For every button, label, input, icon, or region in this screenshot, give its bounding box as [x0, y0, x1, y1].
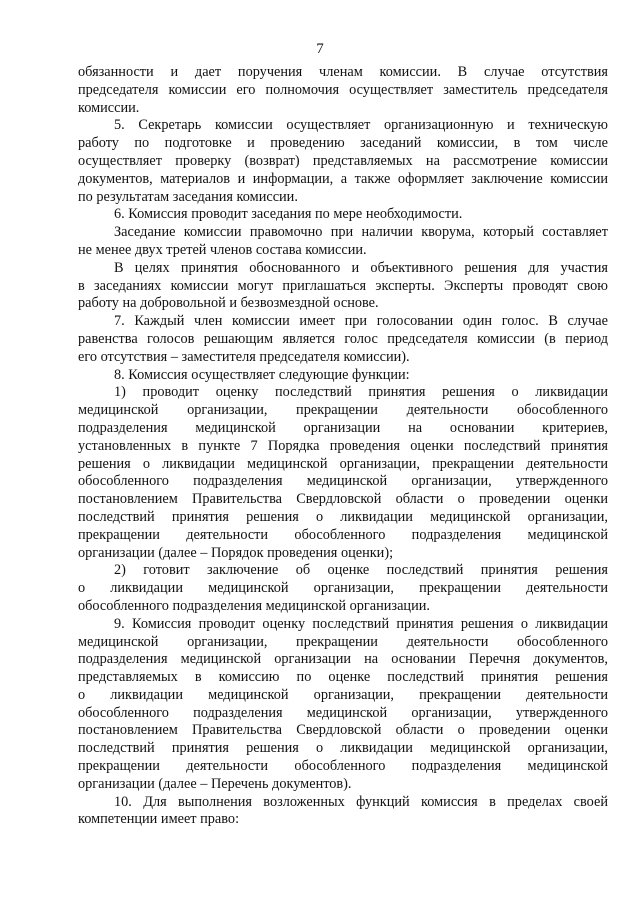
paragraph-10-line: 10. Для выполнения возложенных функций комиссия в пределах своей — [114, 793, 608, 810]
text-line: обязанности и дает поручения членам комиссии. В случае отсутствия — [78, 64, 608, 80]
text-line: установленных в пункте 7 Порядка проведения оценки последствий принятия — [78, 437, 608, 454]
list-item-1-line: 1) проводит оценку последствий принятия решения о ликвидации — [114, 384, 608, 401]
document-body — [78, 64, 608, 829]
list-item-2-line: 2) готовит заключение об оценке последствий принятия решения — [114, 562, 608, 579]
text-line: подразделения медицинской организации на основании критериев, — [78, 419, 608, 436]
paragraph-5-line: 5. Секретарь комиссии осуществляет организационную и техническую — [114, 117, 608, 134]
text-line: работу по подготовке и проведению заседаний комиссии, в том числе — [78, 135, 608, 152]
text-line: обособленного подразделения медицинской организации. — [78, 597, 430, 614]
text-line: последствий принятия решения о ликвидации медицинской организации, — [78, 740, 608, 757]
text-line: медицинской организации, прекращении деятельности обособленного — [78, 402, 608, 419]
text-line: решения о ликвидации медицинской организации, прекращении деятельности — [78, 455, 608, 472]
paragraph-6-line: 6. Комиссия проводит заседания по мере необходимости. — [114, 206, 463, 223]
text-line: компетенции имеет право: — [78, 811, 240, 828]
text-line: последствий принятия решения о ликвидации медицинской организации, — [78, 508, 608, 525]
text-line: постановлением Правительства Свердловской области о проведении оценки — [78, 491, 608, 508]
paragraph-9-line: 9. Комиссия проводит оценку последствий принятия решения о ликвидации — [114, 615, 608, 632]
text-line: о ликвидации медицинской организации, прекращении деятельности — [78, 686, 608, 703]
text-line: постановлением Правительства Свердловской области о проведении оценки — [78, 722, 608, 739]
text-line: равенства голосов решающим является голос председателя комиссии (в период — [78, 330, 608, 347]
paragraph-7-line: 7. Каждый член комиссии имеет при голосовании один голос. В случае — [114, 313, 608, 330]
text-line: работу на добровольной и безвозмездной основе. — [78, 295, 379, 312]
text-line: по результатам заседания комиссии. — [78, 188, 298, 205]
text-line: организации (далее – Перечень документов). — [78, 775, 352, 792]
text-line: комиссии. — [78, 99, 140, 116]
text-line: организации (далее – Порядок проведения оценки); — [78, 544, 394, 561]
text-line: прекращении деятельности обособленного подразделения медицинской — [78, 758, 608, 775]
text-line: медицинской организации, прекращении деятельности обособленного — [78, 633, 608, 650]
text-line: представляемых в комиссию по оценке последствий принятия решения — [78, 669, 608, 686]
text-line: обособленного подразделения медицинской организации, утвержденного — [78, 704, 608, 721]
text-line: В целях принятия обоснованного и объективного решения для участия — [114, 259, 608, 276]
text-line: о ликвидации медицинской организации, прекращении деятельности — [78, 580, 608, 597]
text-line: осуществляет проверку (возврат) представляемых на рассмотрение комиссии — [78, 152, 608, 169]
paragraph-8-line: 8. Комиссия осуществляет следующие функции: — [114, 366, 410, 383]
text-line: Заседание комиссии правомочно при наличии кворума, который составляет — [114, 224, 608, 241]
text-line: его отсутствия – заместителя председателя комиссии). — [78, 348, 410, 365]
page-number: 7 — [316, 41, 324, 57]
text-line: документов, материалов и информации, а также оформляет заключение комиссии — [78, 170, 608, 187]
text-line: прекращении деятельности обособленного подразделения медицинской — [78, 526, 608, 543]
text-line: обособленного подразделения медицинской организации, утвержденного — [78, 473, 608, 490]
text-line: в заседаниях комиссии могут приглашаться эксперты. Эксперты проводят свою — [78, 277, 608, 294]
text-line: подразделения медицинской организации на основании Перечня документов, — [78, 651, 608, 668]
text-line: председателя комиссии его полномочия осуществляет заместитель председателя — [78, 81, 608, 98]
text-line: не менее двух третей членов состава комиссии. — [78, 241, 367, 258]
